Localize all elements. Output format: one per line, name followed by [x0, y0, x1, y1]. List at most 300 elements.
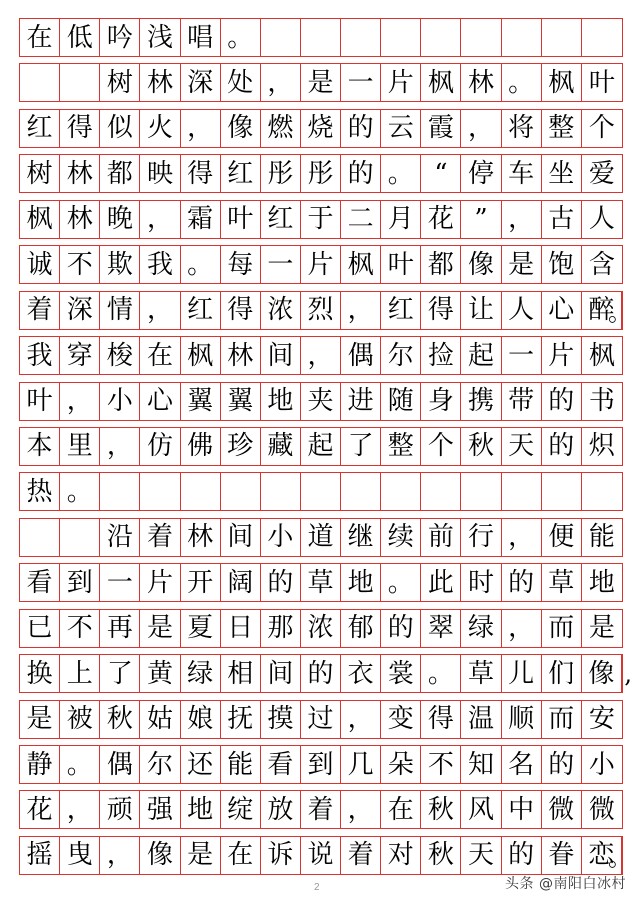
grid-cell: 地: [588, 567, 615, 598]
grid-cell: 而: [542, 701, 582, 738]
grid-cell: 捡: [421, 337, 461, 374]
grid-cell: 翼: [181, 383, 221, 420]
grid-cell: 眷: [542, 837, 582, 874]
grid-cell: 像: [140, 837, 180, 874]
grid-cell: 偶: [100, 746, 140, 783]
grid-cell: 枫: [542, 64, 582, 101]
grid-cell: 的: [301, 655, 341, 692]
grid-cell: 到: [60, 564, 100, 601]
grid-cell: [381, 19, 421, 56]
grid-cell: ，: [261, 64, 301, 101]
grid-cell: 片: [542, 337, 582, 374]
grid-cell: 绽: [221, 791, 261, 828]
grid-cell: 在: [381, 791, 421, 828]
grid-cell: 一: [341, 64, 381, 101]
grid-cell: 彤: [261, 155, 301, 192]
grid-cell: 过: [301, 701, 341, 738]
grid-cell: 夏: [181, 610, 221, 647]
grid-cell: 醉: [582, 292, 622, 329]
grid-cell: 此: [421, 564, 461, 601]
grid-cell: 是: [20, 701, 60, 738]
grid-cell: 朵: [381, 746, 421, 783]
grid-cell: 人: [502, 292, 542, 329]
grid-cell: 片: [140, 564, 180, 601]
grid-cell: ，: [140, 201, 180, 238]
grid-cell: 。: [60, 746, 100, 783]
grid-cell: [502, 19, 542, 56]
grid-cell: 是: [181, 837, 221, 874]
grid-row: [19, 200, 623, 239]
grid-cell: 得: [181, 155, 221, 192]
grid-cell: 林: [140, 64, 180, 101]
grid-cell: [261, 19, 301, 56]
grid-cell: 在: [140, 337, 180, 374]
overflow-punctuation: 。: [608, 843, 632, 872]
grid-cell: 到: [301, 746, 341, 783]
grid-cell: 欺: [100, 246, 140, 283]
grid-cell: ，: [140, 292, 180, 329]
grid-cell: 处: [221, 64, 261, 101]
grid-cell: [301, 19, 341, 56]
grid-cell: [181, 473, 221, 510]
grid-row: [19, 109, 623, 148]
grid-cell: 能: [588, 522, 615, 553]
grid-cell: 时: [461, 564, 501, 601]
grid-cell: 在: [20, 19, 60, 56]
grid-cell: 安: [588, 704, 615, 735]
grid-cell: 不: [421, 746, 461, 783]
grid-row: [19, 790, 623, 829]
grid-cell: 诚: [20, 246, 60, 283]
grid-cell: 深: [181, 64, 221, 101]
grid-cell: 二: [341, 201, 381, 238]
grid-row: [19, 18, 623, 57]
grid-cell: 枫: [181, 337, 221, 374]
grid-cell: 相: [221, 655, 261, 692]
grid-cell: 都: [421, 246, 461, 283]
grid-cell: 叶: [381, 246, 421, 283]
grid-cell: 间: [221, 519, 261, 556]
grid-cell: 再: [100, 610, 140, 647]
grid-cell: ，: [100, 428, 140, 465]
grid-row: [19, 700, 623, 739]
grid-cell: 林: [181, 519, 221, 556]
grid-cell: 是: [588, 613, 615, 644]
grid-cell: 树: [100, 64, 140, 101]
grid-cell: 爱: [588, 158, 615, 189]
grid-cell: 携: [461, 383, 501, 420]
grid-cell: 的: [542, 428, 582, 465]
grid-row: [19, 291, 632, 330]
grid-cell: ，: [341, 701, 381, 738]
grid-cell: 深: [60, 292, 100, 329]
grid-cell: 的: [261, 564, 301, 601]
grid-cell: 红: [181, 292, 221, 329]
grid-cell: 了: [100, 655, 140, 692]
grid-cell: 着: [341, 837, 381, 874]
grid-cell: 热: [20, 473, 60, 510]
grid-cell: [140, 473, 180, 510]
grid-cell: 秋: [100, 701, 140, 738]
grid-cell: 仿: [140, 428, 180, 465]
grid-cell: 地: [261, 383, 301, 420]
grid-row: [19, 382, 623, 421]
grid-cell: 天: [502, 428, 542, 465]
grid-cell: 换: [20, 655, 60, 692]
grid-cell: 。: [381, 564, 421, 601]
grid-cell: 起: [461, 337, 501, 374]
grid-cell: 每: [221, 246, 261, 283]
grid-cell: 本: [20, 428, 60, 465]
grid-cell: 诉: [261, 837, 301, 874]
grid-cell: 对: [381, 837, 421, 874]
grid-cell: 霜: [181, 201, 221, 238]
grid-cell: 们: [542, 655, 582, 692]
grid-cell: 的: [502, 837, 542, 874]
grid-cell: [502, 473, 542, 510]
grid-cell: 草: [301, 564, 341, 601]
grid-cell: [20, 519, 60, 556]
grid-cell: 顺: [502, 701, 542, 738]
grid-cell: 藏: [261, 428, 301, 465]
grid-cell: 我: [20, 337, 60, 374]
grid-cell: [582, 473, 622, 510]
grid-cell: 浅: [140, 19, 180, 56]
grid-cell: 看: [20, 564, 60, 601]
grid-cell: 得: [60, 110, 100, 147]
grid-cell: 小: [588, 749, 615, 780]
grid-cell: 的: [341, 155, 381, 192]
grid-cell: 的: [542, 746, 582, 783]
grid-cell: 续: [381, 519, 421, 556]
grid-cell: 夹: [301, 383, 341, 420]
grid-cell: 地: [181, 791, 221, 828]
grid-cell: 。: [60, 473, 100, 510]
grid-row: [19, 427, 623, 466]
grid-cell: 像: [582, 655, 622, 692]
grid-cell: 阔: [221, 564, 261, 601]
grid-cell: 一: [100, 564, 140, 601]
grid-cell: 尔: [140, 746, 180, 783]
grid-cell: [542, 473, 582, 510]
grid-cell: 进: [341, 383, 381, 420]
grid-cell: 间: [261, 337, 301, 374]
grid-cell: 穿: [60, 337, 100, 374]
grid-cell: 着: [301, 791, 341, 828]
grid-cell: 的: [502, 564, 542, 601]
grid-cell: 几: [341, 746, 381, 783]
grid-cell: ，: [341, 292, 381, 329]
grid-cell: 那: [261, 610, 301, 647]
grid-cell: 书: [588, 386, 615, 416]
grid-cell: 叶: [588, 67, 615, 98]
grid-cell: 摸: [261, 701, 301, 738]
grid-cell: 让: [461, 292, 501, 329]
grid-cell: 晚: [100, 201, 140, 238]
grid-cell: 中: [502, 791, 542, 828]
grid-cell: 像: [221, 110, 261, 147]
grid-cell: 饱: [542, 246, 582, 283]
grid-cell: 一: [502, 337, 542, 374]
grid-cell: 郁: [341, 610, 381, 647]
grid-cell: [301, 473, 341, 510]
grid-cell: [582, 19, 622, 56]
grid-cell: 着: [140, 519, 180, 556]
grid-cell: 前: [421, 519, 461, 556]
grid-cell: 恋: [582, 837, 622, 874]
grid-cell: 摇: [20, 837, 60, 874]
grid-cell: 烈: [301, 292, 341, 329]
grid-cell: 衣: [341, 655, 381, 692]
grid-cell: 放: [261, 791, 301, 828]
overflow-punctuation: 。: [608, 298, 632, 327]
grid-cell: 能: [221, 746, 261, 783]
grid-cell: 整: [381, 428, 421, 465]
grid-cell: [461, 473, 501, 510]
grid-cell: [100, 473, 140, 510]
grid-row: [19, 836, 632, 875]
grid-cell: 绿: [181, 655, 221, 692]
watermark: 头条 @南阳白冰村: [505, 876, 626, 892]
grid-cell: 云: [381, 110, 421, 147]
grid-cell: 绿: [461, 610, 501, 647]
grid-cell: 秋: [421, 837, 461, 874]
grid-cell: 上: [60, 655, 100, 692]
grid-cell: 说: [301, 837, 341, 874]
grid-row: [19, 154, 623, 193]
grid-cell: ，: [301, 337, 341, 374]
grid-cell: 姑: [140, 701, 180, 738]
grid-cell: [341, 19, 381, 56]
grid-cell: 燃: [261, 110, 301, 147]
grid-cell: 沿: [100, 519, 140, 556]
grid-cell: 被: [60, 701, 100, 738]
grid-cell: 草: [542, 564, 582, 601]
grid-cell: [20, 64, 60, 101]
grid-cell: ，: [181, 110, 221, 147]
grid-cell: 古: [542, 201, 582, 238]
overflow-punctuation: ,: [624, 659, 632, 688]
grid-cell: [461, 19, 501, 56]
grid-cell: 我: [140, 246, 180, 283]
grid-cell: 车: [502, 155, 542, 192]
grid-cell: [261, 473, 301, 510]
grid-cell: 。: [181, 246, 221, 283]
grid-cell: 枫: [20, 201, 60, 238]
grid-cell: [421, 19, 461, 56]
grid-cell: 微: [588, 794, 615, 825]
grid-row: [19, 63, 623, 102]
grid-cell: 曳: [60, 837, 100, 874]
grid-cell: 尔: [381, 337, 421, 374]
grid-cell: 小: [261, 519, 301, 556]
grid-cell: 一: [261, 246, 301, 283]
grid-cell: “: [421, 155, 461, 192]
grid-row: [19, 336, 623, 375]
grid-row: [19, 518, 623, 557]
grid-cell: ，: [461, 110, 501, 147]
grid-cell: 林: [461, 64, 501, 101]
grid-cell: 的: [341, 110, 381, 147]
grid-cell: 抚: [221, 701, 261, 738]
grid-cell: 片: [381, 64, 421, 101]
grid-cell: 已: [20, 610, 60, 647]
grid-cell: 红: [20, 110, 60, 147]
grid-cell: 林: [221, 337, 261, 374]
grid-cell: 行: [461, 519, 501, 556]
grid-cell: 微: [542, 791, 582, 828]
grid-cell: 。: [502, 64, 542, 101]
grid-cell: 佛: [181, 428, 221, 465]
grid-cell: ，: [502, 519, 542, 556]
grid-cell: 整: [542, 110, 582, 147]
grid-cell: 炽: [588, 431, 615, 462]
grid-cell: 翠: [421, 610, 461, 647]
grid-cell: 枫: [421, 64, 461, 101]
grid-cell: 将: [502, 110, 542, 147]
grid-cell: 梭: [100, 337, 140, 374]
grid-row: [19, 245, 623, 284]
grid-cell: 继: [341, 519, 381, 556]
grid-cell: ”: [461, 201, 501, 238]
grid-cell: [60, 519, 100, 556]
grid-cell: 个: [588, 113, 615, 144]
grid-cell: 开: [181, 564, 221, 601]
grid-cell: [60, 64, 100, 101]
grid-cell: 是: [502, 246, 542, 283]
grid-cell: 停: [461, 155, 501, 192]
grid-row: [19, 609, 623, 648]
grid-cell: 花: [20, 791, 60, 828]
grid-cell: [381, 473, 421, 510]
grid-cell: 是: [301, 64, 341, 101]
grid-cell: 花: [421, 201, 461, 238]
grid-cell: 秋: [461, 428, 501, 465]
grid-cell: 身: [421, 383, 461, 420]
grid-row: [19, 654, 632, 693]
grid-cell: 枫: [341, 246, 381, 283]
grid-cell: [542, 19, 582, 56]
grid-cell: 林: [60, 201, 100, 238]
grid-cell: 里: [60, 428, 100, 465]
grid-cell: 。: [421, 655, 461, 692]
grid-cell: 的: [381, 610, 421, 647]
grid-cell: 映: [140, 155, 180, 192]
grid-cell: 随: [381, 383, 421, 420]
grid-cell: 起: [301, 428, 341, 465]
grid-cell: 看: [261, 746, 301, 783]
grid-cell: 变: [381, 701, 421, 738]
grid-cell: 林: [60, 155, 100, 192]
grid-cell: 红: [221, 155, 261, 192]
grid-cell: 日: [221, 610, 261, 647]
grid-cell: 彤: [301, 155, 341, 192]
grid-cell: 还: [181, 746, 221, 783]
grid-cell: 珍: [221, 428, 261, 465]
grid-row: [19, 563, 623, 602]
grid-cell: 是: [140, 610, 180, 647]
grid-cell: 秋: [421, 791, 461, 828]
grid-cell: 温: [461, 701, 501, 738]
grid-cell: 红: [261, 201, 301, 238]
grid-cell: 得: [221, 292, 261, 329]
grid-cell: 不: [60, 610, 100, 647]
grid-cell: 顽: [100, 791, 140, 828]
grid-cell: 翼: [221, 383, 261, 420]
grid-cell: 。: [381, 155, 421, 192]
grid-cell: 月: [381, 201, 421, 238]
grid-cell: 不: [60, 246, 100, 283]
grid-cell: ，: [341, 791, 381, 828]
grid-cell: 心: [140, 383, 180, 420]
grid-cell: 的: [542, 383, 582, 420]
grid-cell: 叶: [221, 201, 261, 238]
grid-cell: 吟: [100, 19, 140, 56]
grid-cell: [341, 473, 381, 510]
grid-cell: 坐: [542, 155, 582, 192]
grid-cell: 天: [461, 837, 501, 874]
grid-cell: 唱: [181, 19, 221, 56]
grid-cell: 草: [461, 655, 501, 692]
grid-cell: 儿: [502, 655, 542, 692]
grid-cell: 而: [542, 610, 582, 647]
grid-cell: 似: [100, 110, 140, 147]
grid-cell: 叶: [20, 383, 60, 420]
grid-cell: 带: [502, 383, 542, 420]
grid-cell: 霞: [421, 110, 461, 147]
grid-row: [19, 472, 623, 511]
grid-cell: 间: [261, 655, 301, 692]
grid-cell: 树: [20, 155, 60, 192]
grid-cell: 地: [341, 564, 381, 601]
grid-cell: ，: [100, 837, 140, 874]
grid-cell: 于: [301, 201, 341, 238]
grid-cell: 名: [502, 746, 542, 783]
grid-cell: 娘: [181, 701, 221, 738]
grid-cell: ，: [502, 610, 542, 647]
grid-cell: ，: [60, 791, 100, 828]
grid-cell: 黄: [140, 655, 180, 692]
grid-cell: 得: [421, 701, 461, 738]
grid-cell: 浓: [261, 292, 301, 329]
grid-cell: 便: [542, 519, 582, 556]
grid-cell: 裳: [381, 655, 421, 692]
grid-cell: 小: [100, 383, 140, 420]
grid-cell: 知: [461, 746, 501, 783]
grid-cell: 低: [60, 19, 100, 56]
grid-cell: 风: [461, 791, 501, 828]
grid-cell: 。: [221, 19, 261, 56]
grid-cell: 着: [20, 292, 60, 329]
grid-cell: [221, 473, 261, 510]
grid-cell: 了: [341, 428, 381, 465]
grid-cell: 含: [588, 249, 615, 280]
grid-cell: ，: [60, 383, 100, 420]
grid-cell: 在: [221, 837, 261, 874]
page-number: 2: [314, 882, 320, 893]
grid-cell: 火: [140, 110, 180, 147]
grid-cell: 浓: [301, 610, 341, 647]
grid-cell: 强: [140, 791, 180, 828]
grid-cell: 偶: [341, 337, 381, 374]
grid-cell: 人: [588, 204, 615, 235]
grid-cell: 道: [301, 519, 341, 556]
grid-cell: 片: [301, 246, 341, 283]
grid-cell: ，: [502, 201, 542, 238]
grid-cell: 像: [461, 246, 501, 283]
grid-cell: 情: [100, 292, 140, 329]
grid-cell: 红: [381, 292, 421, 329]
